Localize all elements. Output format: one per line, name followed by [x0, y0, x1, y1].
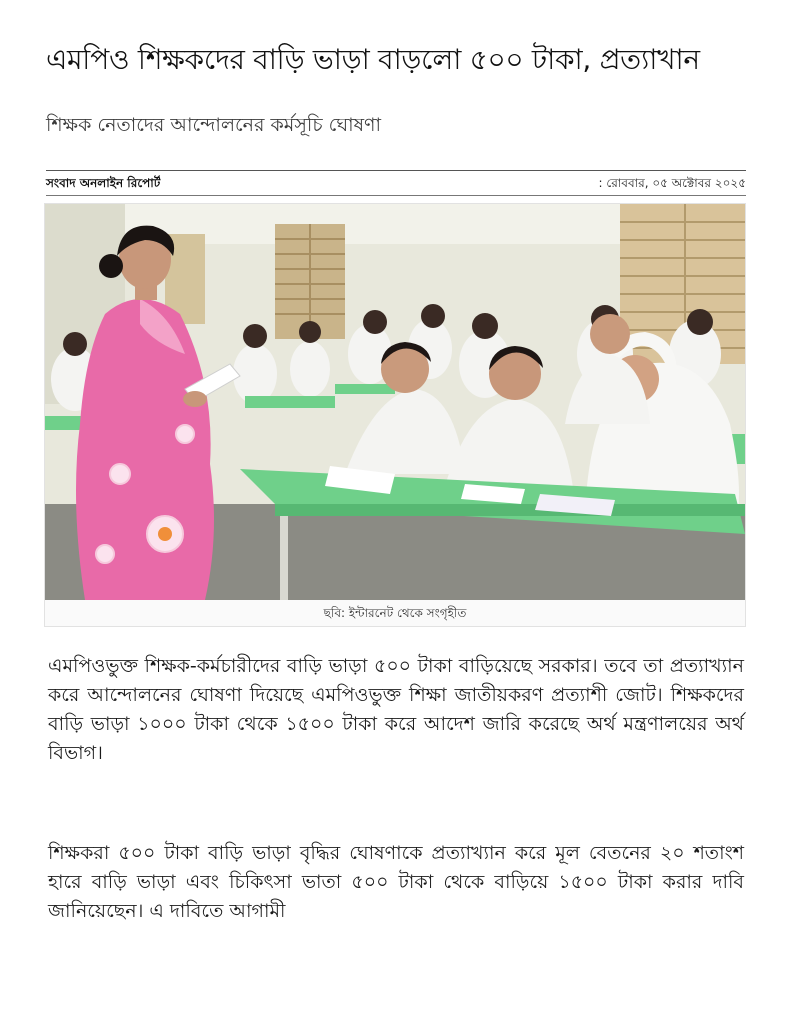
classroom-photo	[45, 204, 745, 600]
byline-top-rule	[46, 170, 746, 171]
article-subheadline: শিক্ষক নেতাদের আন্দোলনের কর্মসূচি ঘোষণা	[46, 114, 382, 136]
photo-caption: ছবি: ইন্টারনেট থেকে সংগৃহীত	[323, 606, 467, 620]
article-byline: সংবাদ অনলাইন রিপোর্ট	[46, 176, 161, 190]
article-paragraph-1: এমপিওভুক্ত শিক্ষক-কর্মচারীদের বাড়ি ভাড়া ৫০০ টাকা বাড়িয়েছে সরকার। তবে তা প্রত্যাখ্যান করে আন্দোলনের ঘোষণা দিয়েছে এমপিওভুক্ত শিক্ষা জাতীয়করণ প্রত্যাশী জোট। শিক্ষকদের বাড়ি ভাড়া ১০০০ টাকা থেকে ১৫০০ টাকা করে আদেশ জারি করেছে অর্থ মন্ত্রণালয়ের অর্থ বিভাগ।	[48, 655, 744, 764]
article-headline: এমপিও শিক্ষকদের বাড়ি ভাড়া বাড়লো ৫০০ টাকা, প্রত্যাখান	[46, 43, 700, 76]
byline-bottom-rule	[46, 195, 746, 196]
article-date: : রোববার, ০৫ অক্টোবর ২০২৫	[598, 176, 746, 190]
byline-row	[46, 173, 746, 193]
article-paragraph-2: শিক্ষকরা ৫০০ টাকা বাড়ি ভাড়া বৃদ্ধির ঘোষণাকে প্রত্যাখ্যান করে মূল বেতনের ২০ শতাংশ হারে বাড়ি ভাড়া এবং চিকিৎসা ভাতা ৫০০ টাকা থেকে বাড়িয়ে ১৫০০ টাকা করার দাবি জানিয়েছেন। এ দাবিতে আগামী	[48, 842, 744, 922]
article-figure	[44, 203, 746, 627]
